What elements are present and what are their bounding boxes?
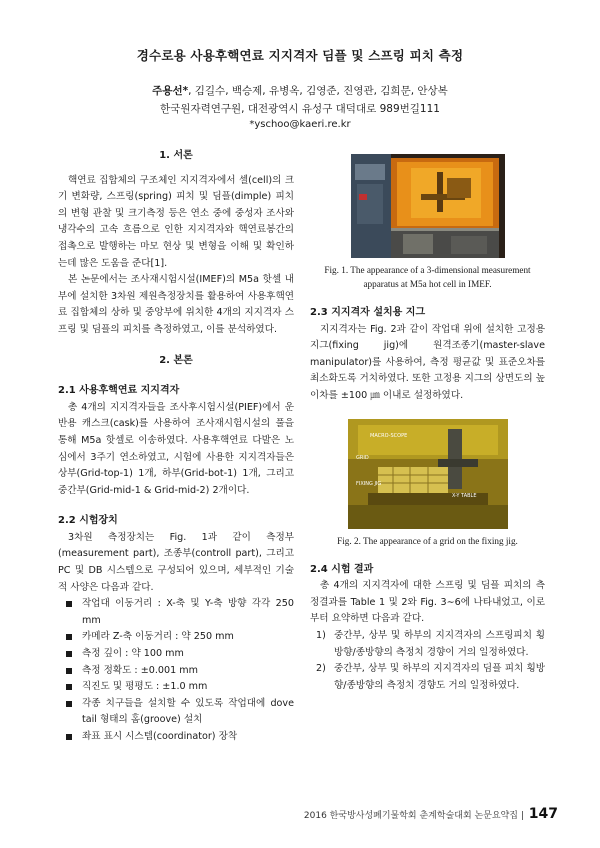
apparatus-paragraph: 3차원 측정장치는 Fig. 1과 같이 측정부(measurement part), 조종부(controll part), 그리고 PC 및 DB 시스템으로 구성되어 있으며, 세부적인 기술적 사양은 다음과 같다. bbox=[58, 531, 294, 593]
label-grid: GRID bbox=[355, 454, 369, 461]
list-item: 2) 중간부, 상부 및 하부의 지지격자의 딤플 피치 횡방향/종방향의 측정치 경향도 거의 일정하였다. bbox=[316, 663, 545, 691]
list-item: 작업대 이동거리 : X-축 및 Y-축 방향 각각 250 mm bbox=[66, 596, 294, 629]
intro-paragraph-2: 본 논문에서는 조사재시험시설(IMEF)의 M5a 핫셀 내부에 설치한 3차원 제원측정장치를 활용하여 사용후핵연료 집합체의 상하 및 중앙부에 위치한 4개의 지지격자 스프링 및 딤플의 피치를 측정하였고, 이를 분석하였다. bbox=[58, 274, 294, 335]
figure-1-photo bbox=[351, 154, 505, 258]
square-bullet-icon bbox=[66, 734, 72, 740]
list-item: 좌표 표시 시스템(coordinator) 장착 bbox=[66, 729, 294, 746]
left-column bbox=[58, 148, 294, 746]
label-macroscope: MACRO-SCOPE bbox=[369, 432, 407, 439]
list-item: 직진도 및 평평도 : ±1.0 mm bbox=[66, 679, 294, 696]
results-paragraph: 총 4개의 지지격자에 대한 스프링 및 딤플 피치의 측정결과를 Table 1 및 2와 Fig. 3∼6에 나타내었고, 이로부터 요약하면 다음과 같다. bbox=[310, 580, 545, 625]
square-bullet-icon bbox=[66, 684, 72, 690]
section-heading-intro: 1. 서론 bbox=[159, 150, 193, 161]
co-authors: , 김길수, 백승제, 유병옥, 김영준, 진영관, 김희문, 안상복 bbox=[188, 85, 448, 97]
author-email: *yschoo@kaeri.re.kr bbox=[249, 119, 351, 130]
label-fixing-jig: FIXING JIG bbox=[355, 480, 381, 487]
paper-title: 경수로용 사용후핵연료 지지격자 딤플 및 스프링 피치 측정 bbox=[136, 48, 464, 63]
subsection-heading-grid: 2.1 사용후핵연료 지지격자 bbox=[58, 385, 180, 397]
results-list bbox=[310, 628, 545, 694]
list-item: 카메라 Z-축 이동거리 : 약 250 mm bbox=[66, 629, 294, 646]
footer-text: 2016 한국방사성폐기물학회 춘계학술대회 논문요약집 | bbox=[303, 811, 524, 821]
square-bullet-icon bbox=[66, 651, 72, 657]
grid-on-jig-photo bbox=[348, 419, 508, 529]
right-column bbox=[310, 148, 545, 694]
list-item: 1) 중간부, 상부 및 하부의 지지격자의 스프링피치 횡방향/종방향의 측정치 경향이 거의 일정하였다. bbox=[316, 629, 545, 658]
intro-paragraph-1: 핵연료 집합체의 구조체인 지지격자에서 셀(cell)의 크기 변화량, 스프링(spring) 피치 및 딤플(dimple) 피치의 변형 관찰 및 크기측정 등은 연소 중에 중성자 조사와 냉각수의 고속 흐름으로 인한 지지격자와 핵연료봉간의 접촉으로 발행하는 마모 현상 및 변형을 이해 및 확인하는데 많은 도움을 준다[1]. bbox=[58, 174, 294, 269]
figure-2-caption: Fig. 2. The appearance of a grid on the fixing jig. bbox=[337, 535, 518, 546]
hot-cell-photo bbox=[351, 154, 505, 258]
figure-2-photo bbox=[348, 419, 508, 529]
page-footer bbox=[0, 806, 558, 822]
subsection-heading-jig: 2.3 지지격자 설치용 지그 bbox=[310, 307, 426, 318]
corresponding-author: 주용선* bbox=[152, 85, 189, 97]
grid-paragraph: 총 4개의 지지격자들을 조사후시험시설(PIEF)에서 운반용 캐스크(cask)를 사용하여 조사재시험시설의 풀을 통해 M5a 핫셀로 이송하였다. 사용후핵연료 다발은 노심에서 3주기 연소하였고, 시험에 사용한 지지격자들은 상부(Grid-top-1) 1개, 하부(Grid-bot-1) 1개, 그리고 중간부(Grid-mid-1 & Grid-mid-2) 2개이다. bbox=[58, 401, 294, 496]
square-bullet-icon bbox=[66, 668, 72, 674]
page-number: 147 bbox=[528, 806, 558, 822]
jig-paragraph: 지지격자는 Fig. 2과 같이 작업대 위에 설치한 고정용 지그(fixing jig)에 원격조종기(master-slave manipulator)를 사용하여, 측정 평균값 및 표준오차를 최소화도록 거치하였다. 또한 고정용 지그의 상면도의 높이차를 ±100 ㎛ 이내로 설정하였다. bbox=[310, 323, 545, 401]
subsection-heading-results: 2.4 시험 결과 bbox=[310, 563, 374, 575]
label-xy-table: X-Y TABLE bbox=[451, 492, 476, 499]
list-item: 측정 정확도 : ±0.001 mm bbox=[66, 663, 294, 680]
affiliation: 한국원자력연구원, 대전광역시 유성구 대덕대로 989번길111 bbox=[160, 103, 440, 115]
list-item: 측정 깊이 : 약 100 mm bbox=[66, 646, 294, 663]
author-list bbox=[0, 83, 600, 98]
spec-list bbox=[58, 596, 294, 745]
figure-1-caption: Fig. 1. The appearance of a 3-dimensional measurement apparatus at M5a hot cell in IMEF. bbox=[324, 265, 531, 289]
square-bullet-icon bbox=[66, 701, 72, 707]
list-item: 각종 치구들을 설치할 수 있도록 작업대에 dove tail 형태의 홈(groove) 설치 bbox=[66, 696, 294, 729]
subsection-heading-apparatus: 2.2 시험장치 bbox=[58, 515, 118, 527]
square-bullet-icon bbox=[66, 601, 72, 607]
section-heading-main: 2. 본론 bbox=[159, 354, 193, 366]
square-bullet-icon bbox=[66, 634, 72, 640]
